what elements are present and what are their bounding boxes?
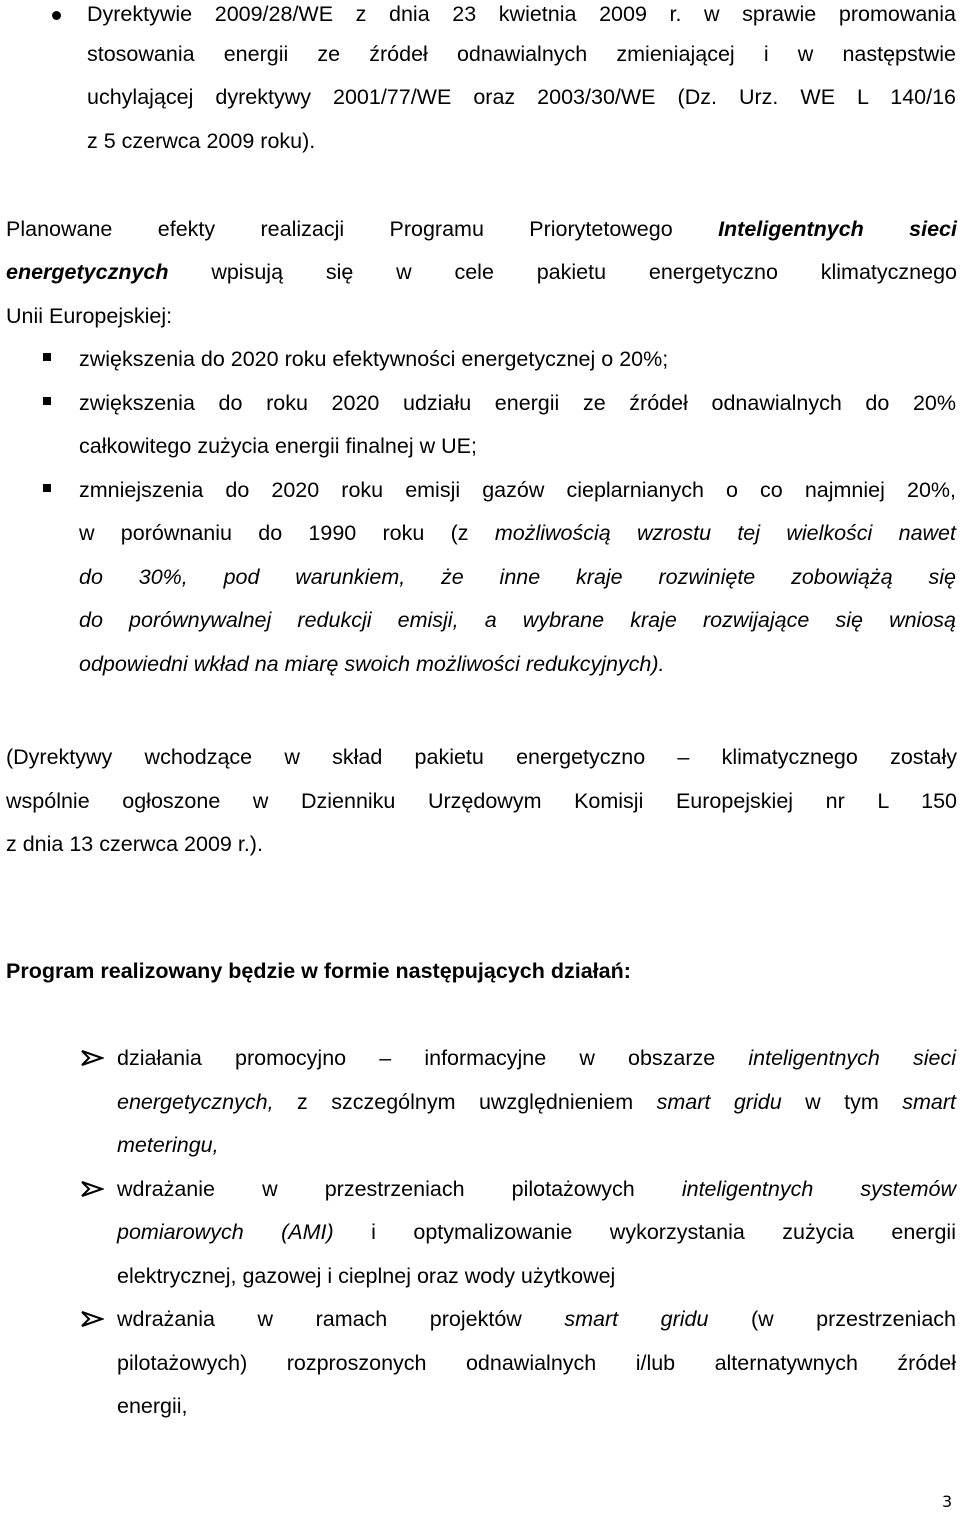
effects-item-3-line-5: odpowiedni wkład na miarę swoich możliwości redukcyjnych). — [79, 652, 665, 676]
action-item-2-line-3: elektrycznej, gazowej i cieplnej oraz wody użytkowej — [117, 1264, 616, 1288]
directives-note-line-1: (Dyrektywy wchodzące w skład pakietu energetyczno – klimatycznego zostały — [6, 745, 957, 769]
square-bullet-icon — [43, 353, 51, 361]
effects-intro-text: Planowane efekty realizacji Programu Priorytetowego — [6, 217, 673, 241]
action-item-3-line-1 — [117, 1305, 956, 1333]
action-item-1-italic-2: energetycznych, — [117, 1090, 274, 1114]
directives-note-line-3: z dnia 13 czerwca 2009 r.). — [6, 832, 263, 856]
action-item-2-italic-2: pomiarowych (AMI) — [117, 1220, 334, 1244]
arrow-bullet-icon — [80, 1180, 104, 1198]
action-item-1-text-3: w tym — [805, 1090, 879, 1114]
action-item-1-italic-4: smart — [902, 1090, 956, 1114]
bullet-dot-icon — [52, 11, 61, 20]
intro-bullet-line-2: stosowania energii ze źródeł odnawialnych zmieniającej i w następstwie — [87, 42, 956, 66]
action-item-3-text: wdrażania w ramach projektów — [117, 1307, 522, 1331]
intro-bullet-line-4: z 5 czerwca 2009 roku). — [87, 129, 316, 153]
action-item-2-line-2 — [117, 1218, 956, 1246]
directives-note-line-2: wspólnie ogłoszone w Dzienniku Urzędowym Komisji Europejskiej nr L 150 — [6, 789, 957, 813]
arrow-bullet-icon — [80, 1049, 104, 1067]
action-item-3-text-2: (w przestrzeniach — [750, 1307, 956, 1331]
square-bullet-icon — [43, 484, 51, 492]
action-item-1-italic-3: smart gridu — [656, 1090, 782, 1114]
action-item-1-line-3: meteringu, — [117, 1133, 219, 1157]
effects-intro-line-3: Unii Europejskiej: — [6, 304, 173, 328]
effects-item-2-line-1: zwiększenia do roku 2020 udziału energii ze źródeł odnawialnych do 20% — [79, 391, 956, 415]
action-item-3-italic: smart gridu — [564, 1307, 709, 1331]
effects-item-3-italic: możliwością wzrostu tej wielkości nawet — [494, 521, 956, 545]
action-item-1-text-2: z szczególnym uwzględnieniem — [297, 1090, 634, 1114]
action-item-1-text: działania promocyjno – informacyjne w obszarze — [117, 1046, 716, 1070]
effects-item-3-text: w porównaniu do 1990 roku (z — [79, 521, 469, 545]
intro-bullet-line-1: Dyrektywie 2009/28/WE z dnia 23 kwietnia 2009 r. w sprawie promowania — [87, 2, 956, 26]
effects-item-3-line-1: zmniejszenia do 2020 roku emisji gazów cieplarnianych o co najmniej 20%, — [79, 478, 956, 502]
action-item-2-italic: inteligentnych systemów — [681, 1177, 956, 1201]
action-item-2-text-2: i optymalizowanie wykorzystania zużycia energii — [371, 1220, 956, 1244]
effects-intro-text-2: wpisują się w cele pakietu energetyczno klimatycznego — [211, 260, 957, 284]
effects-item-3-line-2 — [79, 519, 956, 547]
effects-item-3-line-3: do 30%, pod warunkiem, że inne kraje rozwinięte zobowiążą się — [79, 565, 956, 589]
effects-intro-line-1 — [6, 215, 957, 243]
action-item-2-text: wdrażanie w przestrzeniach pilotażowych — [117, 1177, 635, 1201]
square-bullet-icon — [43, 397, 51, 405]
action-item-3-line-2: pilotażowych) rozproszonych odnawialnych i/lub alternatywnych źródeł — [117, 1351, 956, 1375]
effects-item-2-line-2: całkowitego zużycia energii finalnej w UE; — [79, 434, 477, 458]
program-name-part-2: energetycznych — [6, 260, 169, 284]
action-item-2-line-1 — [117, 1175, 956, 1203]
effects-item-3-line-4: do porównywalnej redukcji emisji, a wybrane kraje rozwijające się wniosą — [79, 608, 956, 632]
action-item-1-line-1 — [117, 1044, 956, 1072]
arrow-bullet-icon — [80, 1310, 104, 1328]
action-item-3-line-3: energii, — [117, 1394, 188, 1418]
action-item-1-italic: inteligentnych sieci — [748, 1046, 956, 1070]
program-name-part-1: Inteligentnych sieci — [718, 217, 957, 241]
intro-bullet-line-3: uchylającej dyrektywy 2001/77/WE oraz 2003/30/WE (Dz. Urz. WE L 140/16 — [87, 85, 956, 109]
effects-intro-line-2 — [6, 258, 957, 286]
effects-item-1: zwiększenia do 2020 roku efektywności energetycznej o 20%; — [79, 347, 669, 371]
action-item-1-line-2 — [117, 1088, 956, 1116]
page-number: 3 — [942, 1492, 953, 1511]
actions-heading: Program realizowany będzie w formie następujących działań: — [6, 959, 631, 983]
